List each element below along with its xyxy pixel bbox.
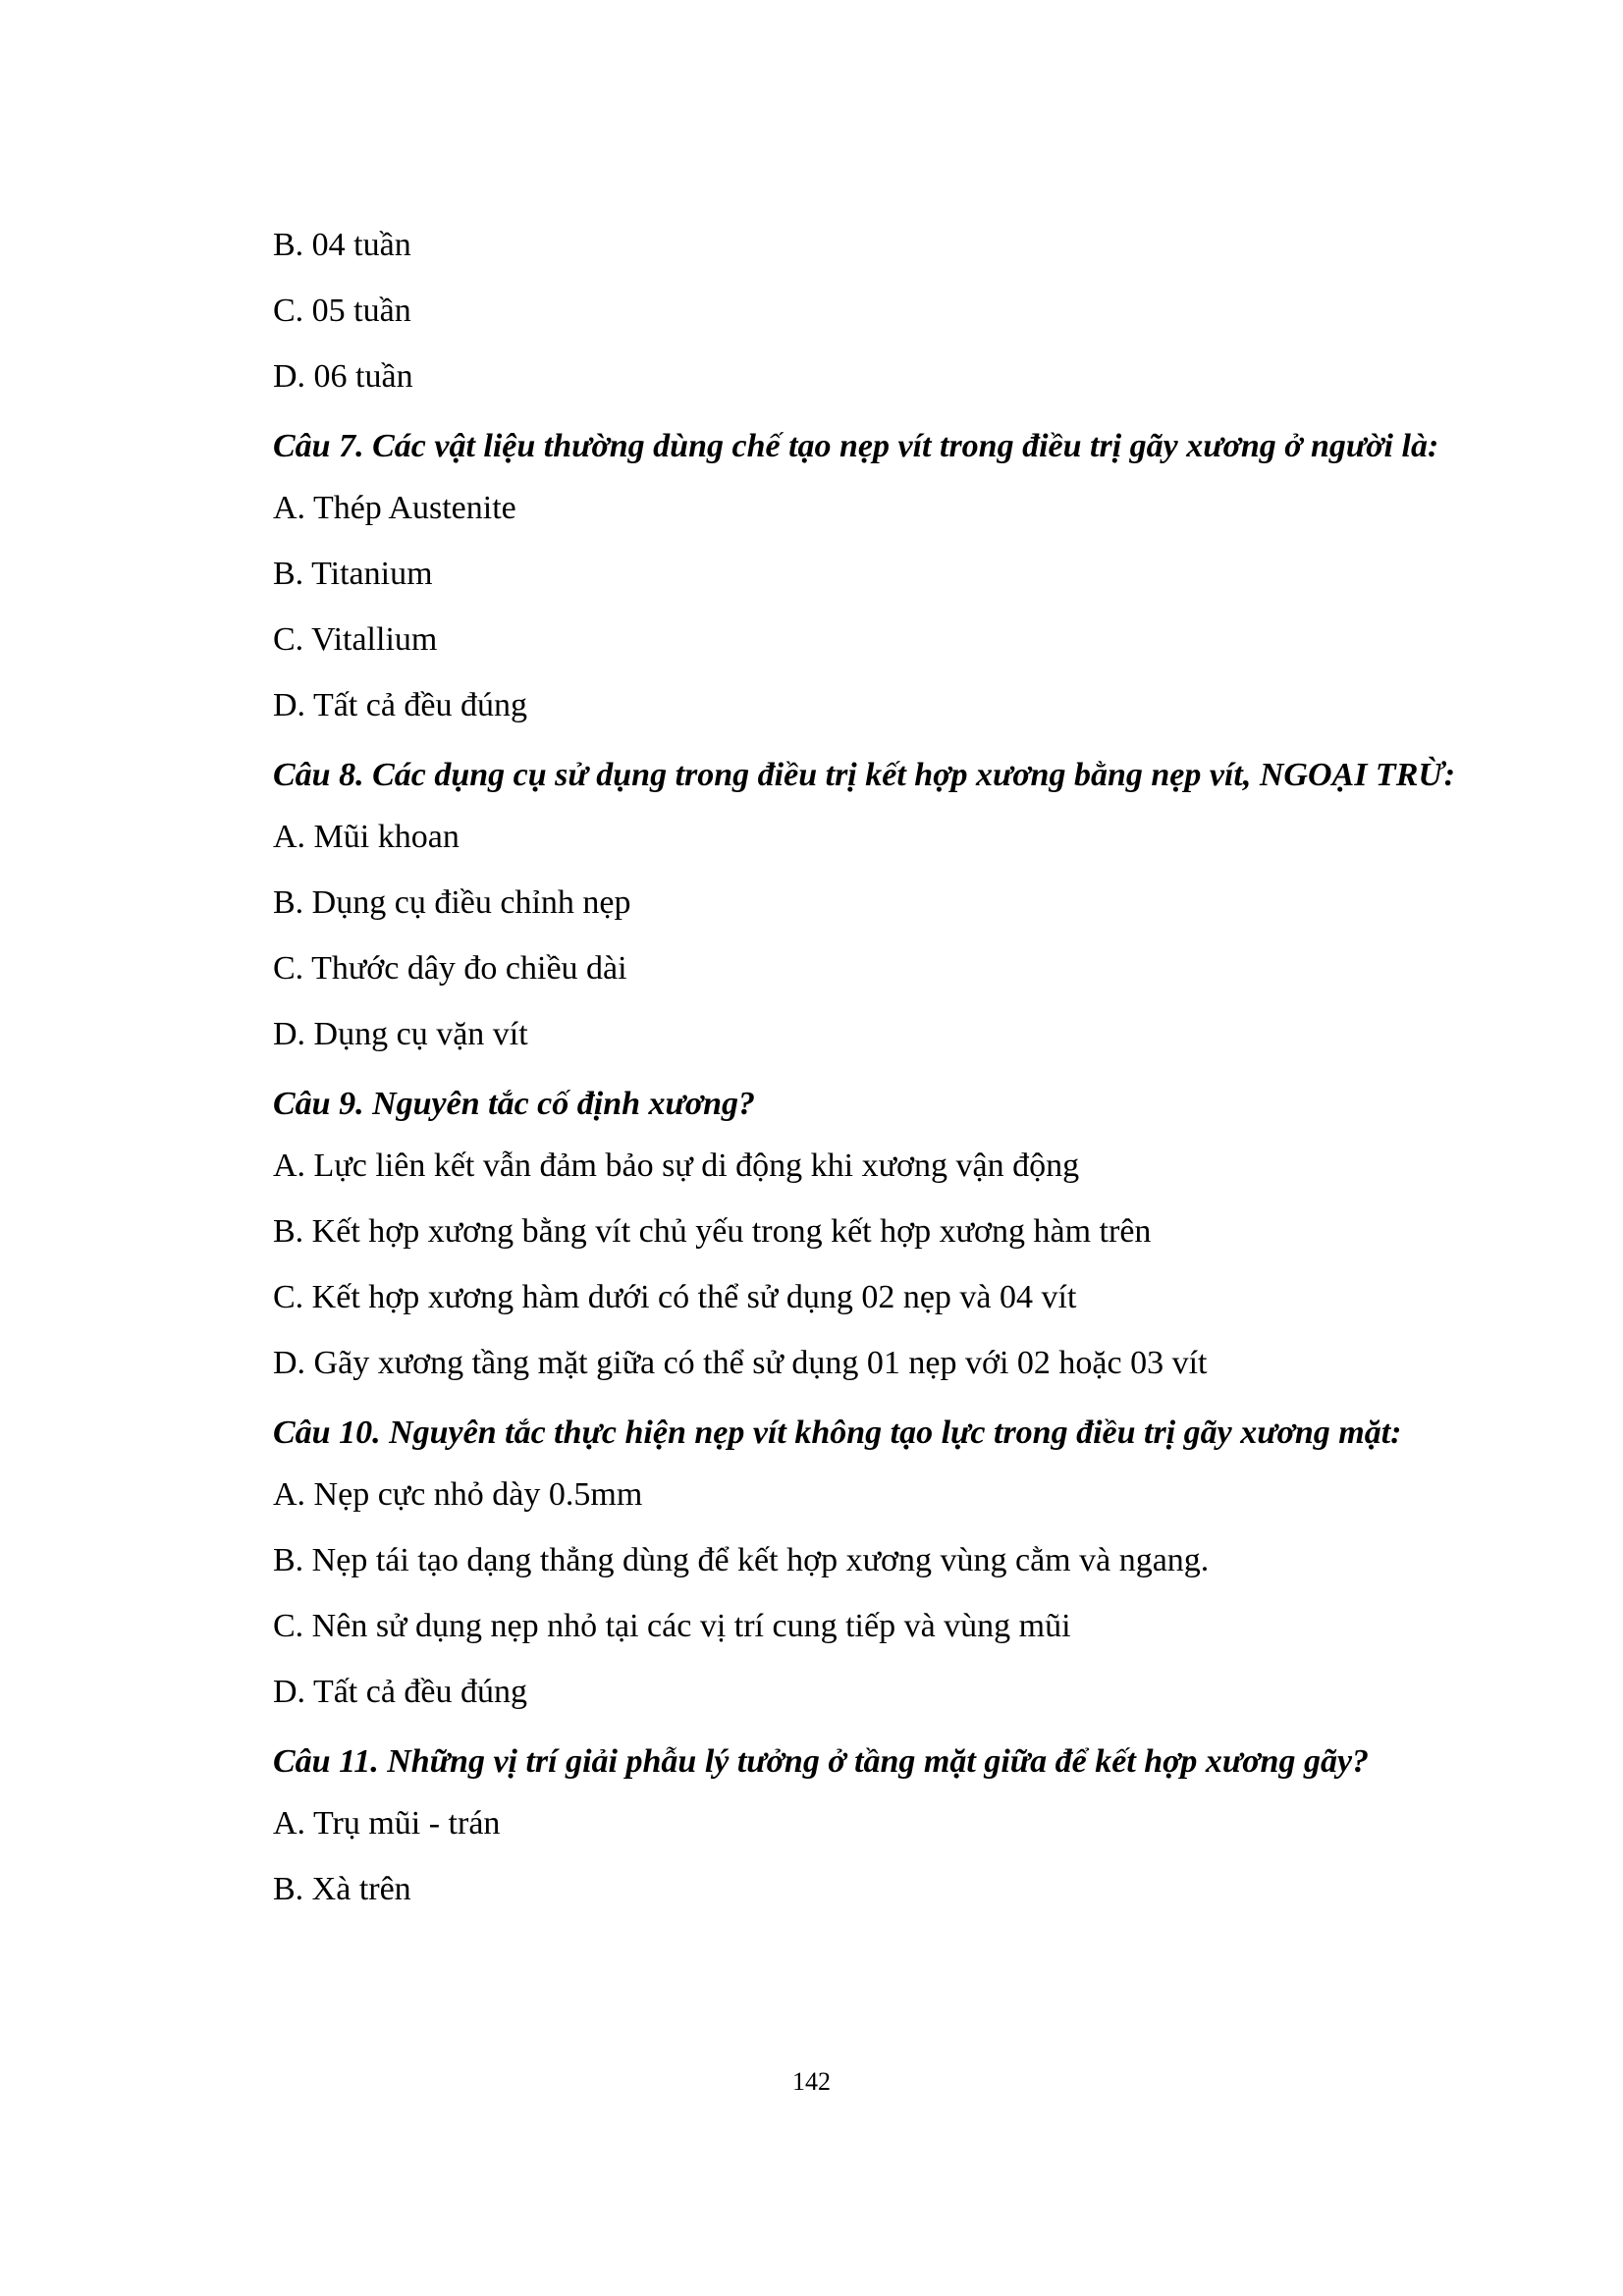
answer-option: C. Nên sử dụng nẹp nhỏ tại các vị trí cung tiếp và vùng mũi — [273, 1608, 1071, 1644]
answer-option: B. Dụng cụ điều chỉnh nẹp — [273, 884, 631, 921]
answer-option: D. Gãy xương tầng mặt giữa có thể sử dụng 01 nẹp với 02 hoặc 03 vít — [273, 1345, 1208, 1381]
answer-option: D. Tất cả đều đúng — [273, 1674, 528, 1710]
answer-option: B. Titanium — [273, 556, 433, 592]
page-content — [273, 226, 1490, 1936]
answer-option: A. Lực liên kết vẫn đảm bảo sự di động khi xương vận động — [273, 1148, 1080, 1184]
answer-option: D. Tất cả đều đúng — [273, 687, 528, 723]
answer-option: A. Thép Austenite — [273, 490, 516, 526]
answer-option: B. Nẹp tái tạo dạng thẳng dùng để kết hợp xương vùng cằm và ngang. — [273, 1542, 1210, 1578]
page-number: 142 — [792, 2067, 831, 2096]
answer-option: C. Kết hợp xương hàm dưới có thể sử dụng 02 nẹp và 04 vít — [273, 1279, 1077, 1315]
answer-option: D. 06 tuần — [273, 358, 413, 395]
question-heading: Câu 10. Nguyên tắc thực hiện nẹp vít không tạo lực trong điều trị gãy xương mặt: — [273, 1415, 1402, 1451]
question-heading: Câu 8. Các dụng cụ sử dụng trong điều trị kết hợp xương bằng nẹp vít, NGOẠI TRỪ: — [273, 757, 1456, 793]
question-heading: Câu 7. Các vật liệu thường dùng chế tạo nẹp vít trong điều trị gãy xương ở người là: — [273, 428, 1439, 464]
answer-option: A. Trụ mũi - trán — [273, 1805, 501, 1842]
answer-option: B. Kết hợp xương bằng vít chủ yếu trong kết hợp xương hàm trên — [273, 1213, 1152, 1250]
answer-option: D. Dụng cụ vặn vít — [273, 1016, 528, 1052]
answer-option: B. Xà trên — [273, 1871, 411, 1907]
answer-option: C. Vitallium — [273, 621, 438, 658]
answer-option: C. 05 tuần — [273, 293, 411, 329]
answer-option: A. Mũi khoan — [273, 819, 460, 855]
answer-option: C. Thước dây đo chiều dài — [273, 950, 627, 987]
question-heading: Câu 9. Nguyên tắc cố định xương? — [273, 1086, 756, 1122]
answer-option: A. Nẹp cực nhỏ dày 0.5mm — [273, 1476, 643, 1513]
question-heading: Câu 11. Những vị trí giải phẫu lý tưởng ở tầng mặt giữa để kết hợp xương gãy? — [273, 1743, 1370, 1780]
answer-option: B. 04 tuần — [273, 227, 411, 263]
